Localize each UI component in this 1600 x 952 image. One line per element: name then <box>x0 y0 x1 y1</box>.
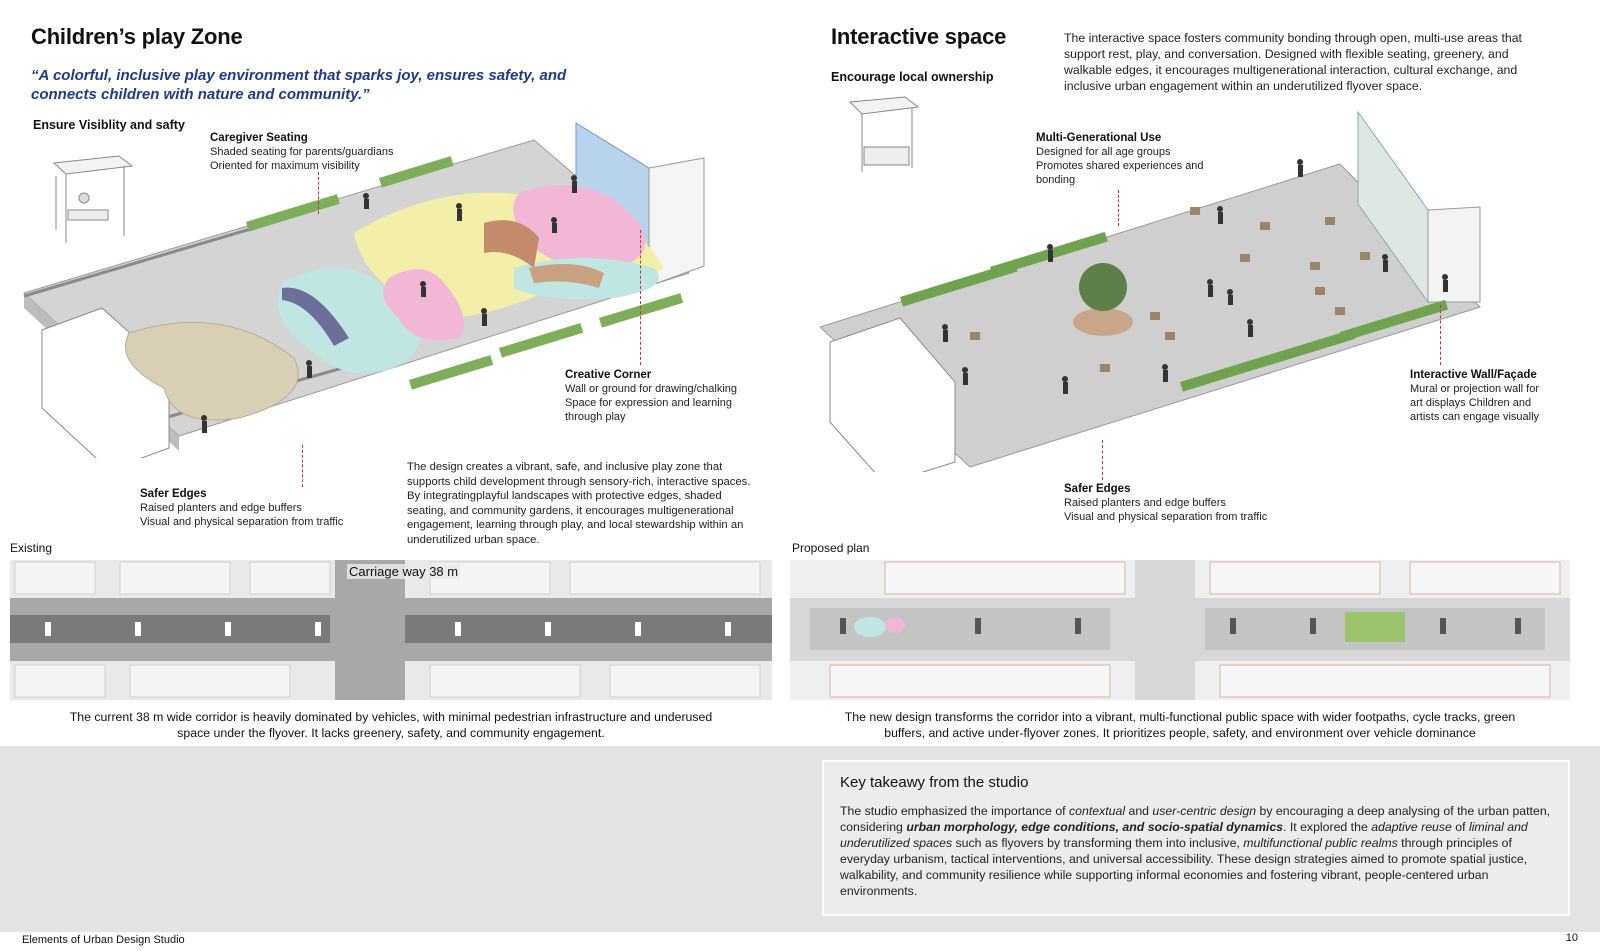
takeaway-emphasis: adaptive reuse <box>1371 820 1452 834</box>
takeaway-text: such as flyovers by transforming them into inclusive, <box>952 836 1244 850</box>
left-desc-line-2: supports child development through sensory-rich, interactive spaces. <box>407 475 751 488</box>
right-safer-leader <box>1102 440 1103 480</box>
multigen-annotation <box>1036 131 1204 187</box>
multigen-line-1: Designed for all age groups <box>1036 146 1171 158</box>
takeaway-title: Key takeawy from the studio <box>840 774 1029 791</box>
caregiver-line-2: Oriented for maximum visibility <box>210 160 360 172</box>
left-desc-line-1: The design creates a vibrant, safe, and inclusive play zone that <box>407 461 723 473</box>
right-safer-annotation <box>1064 482 1267 524</box>
carriage-way-label: Carriage way 38 m <box>349 564 459 579</box>
takeaway-emphasis: liminal and underutilized spaces <box>840 820 1528 850</box>
left-safer-line-1: Raised planters and edge buffers <box>140 502 302 514</box>
left-description <box>407 460 750 547</box>
creative-line-2: Space for expression and learning <box>565 397 732 409</box>
creative-annotation <box>565 368 737 424</box>
takeaway-emphasis: contextual <box>1069 804 1126 818</box>
left-desc-line-3: By integratingplayful landscapes with protective edges, shaded <box>407 490 722 502</box>
right-title: Interactive space <box>831 24 1007 49</box>
creative-line-1: Wall or ground for drawing/chalking <box>565 383 738 395</box>
left-subheading: Ensure Visiblity and safty <box>33 118 185 132</box>
multigen-leader <box>1118 190 1119 226</box>
takeaway-text: of <box>1451 820 1469 834</box>
caregiver-leader <box>318 172 319 214</box>
takeaway-body <box>840 803 1552 899</box>
takeaway-box <box>822 760 1570 916</box>
left-quote-line-2: connects children with nature and community.” <box>31 86 370 103</box>
left-title: Children’s play Zone <box>31 24 243 49</box>
wall-annotation <box>1410 368 1539 424</box>
takeaway-text: . It explored the <box>1283 820 1372 834</box>
creative-leader <box>640 230 641 365</box>
left-safer-leader <box>302 445 303 487</box>
takeaway-strong: urban morphology, edge conditions, and socio-spatial dynamics <box>906 820 1284 834</box>
right-intro-line-1: The interactive space fosters community bonding through open, multi-use areas that <box>1064 31 1522 45</box>
existing-caption-line-2: space under the flyover. It lacks greenery, safety, and community engagement. <box>177 726 605 740</box>
left-safer-title: Safer Edges <box>140 488 207 500</box>
right-subheading: Encourage local ownership <box>831 70 994 84</box>
takeaway-text: by encouraging a deep analysing of the urban patten, considering <box>840 804 1551 834</box>
creative-title: Creative Corner <box>565 369 652 381</box>
multigen-title: Multi-Generational Use <box>1036 132 1162 144</box>
left-safer-annotation <box>140 487 343 529</box>
caregiver-title: Caregiver Seating <box>210 132 308 144</box>
existing-caption-line-1: The current 38 m wide corridor is heavily dominated by vehicles, with minimal pedestrian infrastructure and underused <box>69 710 713 724</box>
proposed-label: Proposed plan <box>792 541 870 555</box>
page-number: 10 <box>1565 932 1578 944</box>
takeaway-emphasis: multifunctional public realms <box>1243 836 1398 850</box>
footer-studio-name: Elements of Urban Design Studio <box>22 934 185 946</box>
left-safer-line-2: Visual and physical separation from traffic <box>140 516 344 528</box>
right-intro-line-2: support rest, play, and conversation. Designed with flexible seating, greenery, and <box>1064 47 1509 61</box>
left-quote <box>31 66 566 104</box>
right-intro-line-3: walkable edges, it encourages multigenerational interaction, cultural exchange, and <box>1064 63 1518 77</box>
multigen-line-2: Promotes shared experiences and <box>1036 160 1204 172</box>
takeaway-text: and <box>1125 804 1153 818</box>
takeaway-emphasis: user-centric design <box>1152 804 1257 818</box>
right-safer-line-2: Visual and physical separation from traffic <box>1064 511 1268 523</box>
existing-plan <box>10 560 772 700</box>
left-quote-line-1: “A colorful, inclusive play environment that sparks joy, ensures safety, and <box>31 67 567 84</box>
proposed-caption <box>790 709 1570 741</box>
wall-line-1: Mural or projection wall for <box>1410 383 1539 395</box>
existing-caption <box>10 709 772 741</box>
wall-title: Interactive Wall/Façade <box>1410 369 1537 381</box>
wall-line-3: artists can engage visually <box>1410 411 1540 423</box>
caregiver-annotation <box>210 131 393 173</box>
creative-line-3: through play <box>565 411 626 423</box>
right-safer-line-1: Raised planters and edge buffers <box>1064 497 1226 509</box>
left-desc-line-6: underutilized urban space. <box>407 533 540 546</box>
takeaway-text: The studio emphasized the importance of <box>840 804 1069 818</box>
existing-label: Existing <box>10 541 53 555</box>
caregiver-line-1: Shaded seating for parents/guardians <box>210 146 394 158</box>
wall-line-2: art displays Children and <box>1410 397 1532 409</box>
right-intro <box>1064 30 1522 94</box>
right-intro-line-4: inclusive urban engagement within an underutilized flyover space. <box>1064 79 1423 93</box>
proposed-plan <box>790 560 1570 700</box>
left-desc-line-4: seating, and community gardens, it encourages multigenerational <box>407 504 734 517</box>
left-desc-line-5: engagement, learning through play, and local stewardship within an <box>407 519 744 531</box>
proposed-caption-line-2: buffers, and active under-flyover zones. It prioritizes people, safety, and environment over vehicle dominance <box>884 726 1476 740</box>
takeaway-text: through principles of everyday urbanism, tactical interventions, and universal accessibility. These design strategies aimed to promote spatial justice, walkability, and community resilience while supporting informal economies and fostering vibrant, people-centered urban environments. <box>840 836 1528 898</box>
wall-leader <box>1440 305 1441 365</box>
vendor-sketch <box>850 97 918 172</box>
multigen-line-3: bonding <box>1036 174 1076 186</box>
shelter-sketch <box>54 156 132 243</box>
proposed-caption-line-1: The new design transforms the corridor into a vibrant, multi-functional public space with wider footpaths, cycle tracks, green <box>844 710 1516 724</box>
right-safer-title: Safer Edges <box>1064 483 1131 495</box>
central-tree-planter <box>1073 308 1133 336</box>
